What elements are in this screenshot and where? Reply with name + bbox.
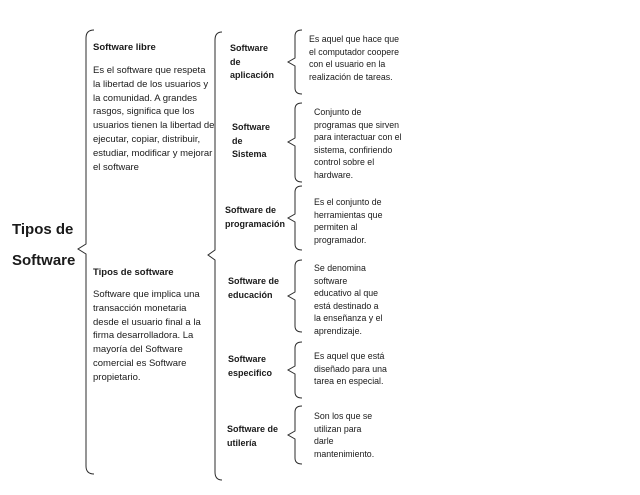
category-description-sistema: Conjunto de programas que sirven para interactuar con el sistema, confiriendo control sobre el hardware. — [314, 107, 402, 180]
bracket-cat-1 — [288, 30, 302, 94]
category-description-aplicacion: Es aquel que hace que el computador coopere con el usuario en la realización de tareas. — [309, 34, 399, 82]
bracket-cat-2 — [288, 103, 302, 182]
category-description-utileria: Son los que se utilizan para darle mantenimiento. — [314, 411, 375, 459]
section-description-tipos-de-software: Software que implica una transacción monetaria desde el usuario final a la firma desarrolladora. La mayoría del Software comercial es Software propietario. — [93, 289, 201, 383]
section-title-software-libre: Software libre — [93, 42, 156, 53]
category-label-programacion: Software de programación — [225, 205, 286, 229]
category-label-especifico: Software especifico — [228, 354, 273, 378]
bracket-cat-6 — [288, 406, 302, 464]
root-title-line2: Software — [12, 252, 76, 269]
category-label-utileria: Software de utilería — [227, 424, 279, 448]
category-description-educacion: Se denomina software educativo al que está destinado a la enseñanza y el aprendizaje. — [314, 263, 383, 336]
bracket-cat-5 — [288, 342, 302, 398]
category-description-especifico: Es aquel que está diseñado para una tarea en especial. — [314, 351, 387, 387]
root-title-line1: Tipos de — [12, 221, 74, 238]
category-label-sistema: Software de Sistema — [232, 122, 271, 159]
bracket-cat-3 — [288, 186, 302, 250]
category-label-educacion: Software de educación — [228, 276, 280, 300]
bracket-cat-4 — [288, 260, 302, 332]
category-label-aplicacion: Software de aplicación — [230, 43, 275, 80]
section-title-tipos-de-software: Tipos de software — [93, 267, 174, 278]
root-bracket — [78, 30, 94, 474]
section-description-software-libre: Es el software que respeta la libertad de los usuarios y la comunidad. A grandes rasgos, significa que los usuarios tienen la libertad de ejecutar, copiar, distribuir, estudiar, modificar y mejorar el software — [93, 65, 215, 173]
category-description-programacion: Es el conjunto de herramientas que permiten al programador. — [314, 197, 383, 245]
